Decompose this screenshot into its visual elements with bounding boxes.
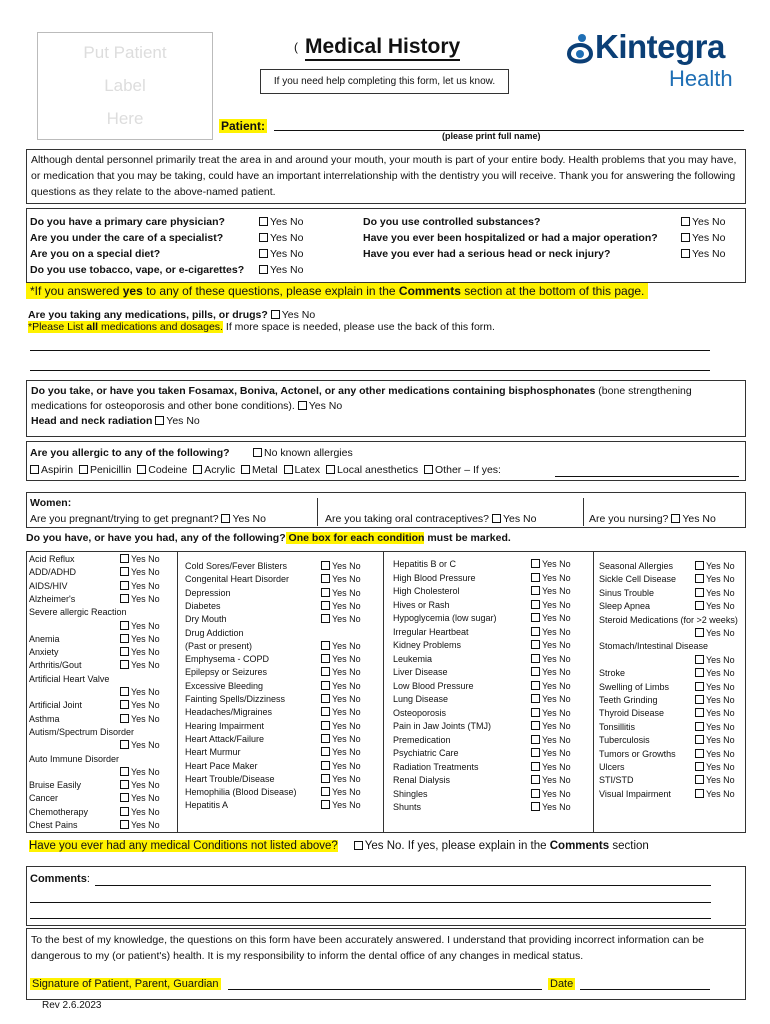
brand-subtitle: Health (669, 66, 733, 91)
condition-label: Low Blood Pressure (393, 680, 474, 691)
allergy-checkbox[interactable]: Other – If yes: (424, 464, 501, 476)
yes-no-checkbox[interactable]: Yes No (695, 735, 735, 745)
question-pcp: Do you have a primary care physician? (30, 216, 225, 228)
comments-label: Comments (30, 873, 87, 885)
other-allergy-line[interactable] (555, 476, 739, 477)
brand-name: Kintegra (595, 28, 725, 65)
allergy-checkbox[interactable]: Local anesthetics (326, 464, 418, 476)
condition-label: Swelling of Limbs (599, 681, 670, 692)
condition-label: Heart Pace Maker (185, 760, 258, 771)
yes-no-checkbox[interactable]: Yes No (531, 775, 571, 785)
condition-label: Tuberculosis (599, 735, 650, 746)
yes-no-checkbox[interactable]: Yes No (321, 721, 361, 731)
condition-label: Radiation Treatments (393, 761, 479, 772)
patient-label: Patient: (221, 119, 266, 133)
yes-no-checkbox[interactable]: Yes No (120, 740, 160, 750)
yes-no-checkbox[interactable]: Yes No (321, 681, 361, 691)
meds-line[interactable] (30, 350, 710, 351)
condition-label: Tumors or Growths (599, 748, 676, 759)
yes-no-checkbox[interactable]: Yes No (120, 581, 160, 591)
condition-label: Kidney Problems (393, 640, 462, 650)
question-tobacco: Do you use tobacco, vape, or e-cigarettes? (30, 264, 245, 276)
condition-label: Hearing Impairment (185, 720, 265, 731)
yes-no-checkbox[interactable]: Yes No (120, 714, 160, 724)
intro-text: Although dental personnel primarily treat the area in and around your mouth, your mouth is part of your entire body. Health problems that you may have, or medication that you may be taking, could have an important interrelationship with the dentistry you will receive. Thank you for answering the following questions as they relate to the above-named patient. (26, 149, 746, 204)
question-controlled: Do you use controlled substances? (363, 216, 541, 228)
yes-no-checkbox[interactable]: Yes No (531, 654, 571, 664)
condition-label: Heart Attack/Failure (185, 733, 265, 744)
condition-label: Anemia (29, 633, 60, 644)
allergy-checkbox[interactable]: Penicillin (79, 464, 131, 476)
print-note: (please print full name) (442, 131, 541, 141)
yes-no-checkbox[interactable]: Yes No (531, 802, 571, 812)
condition-label: ADD/ADHD (29, 567, 77, 578)
condition-label: Auto Immune Disorder (29, 753, 120, 764)
bisphosphonates-section: Do you take, or have you taken Fosamax, Boniva, Actonel, or any other medications containing bisphosphonates (bone strengthening medications for osteoporosis and other bone conditions). Yes No Head and neck radiation Yes No (26, 380, 746, 437)
not-listed-question: Have you ever had any medical Conditions not listed above? Yes No. If yes, please explain in the Comments section (29, 840, 649, 852)
yes-no-checkbox[interactable]: Yes No (531, 613, 571, 623)
question-hospitalized: Have you ever been hospitalized or had a major operation? (363, 232, 658, 244)
condition-label: Fainting Spells/Dizziness (185, 694, 286, 704)
yes-no-checkbox[interactable]: Yes No (531, 762, 571, 772)
yes-no-checkbox[interactable]: Yes No (321, 800, 361, 810)
yes-no-checkbox[interactable]: Yes No (531, 573, 571, 583)
yes-no-checkbox[interactable]: Yes No (321, 707, 361, 717)
date-line[interactable] (580, 989, 710, 990)
yes-no-checkbox[interactable]: Yes No (695, 775, 735, 785)
condition-label: Depression (185, 587, 231, 598)
condition-label: Hepatitis B or C (393, 559, 457, 569)
yes-no-checkbox[interactable]: Yes No (695, 628, 735, 638)
revision: Rev 2.6.2023 (42, 1000, 102, 1011)
meds-list-note: *Please List all medications and dosages. If more space is needed, please use the back of this form. (28, 321, 495, 333)
yes-no-checkbox[interactable]: Yes No (321, 761, 361, 771)
date-label: Date (550, 978, 574, 990)
signature-label: Signature of Patient, Parent, Guardian (32, 978, 219, 990)
yes-no-checkbox[interactable] (298, 401, 307, 410)
yes-no-checkbox[interactable]: Yes No (695, 574, 735, 584)
yes-no-checkbox[interactable]: Yes No (695, 561, 735, 571)
yes-no-checkbox[interactable]: Yes No (321, 561, 361, 571)
condition-label: (Past or present) (185, 640, 253, 651)
yes-no-checkbox[interactable] (221, 514, 230, 523)
condition-label: Osteoporosis (393, 707, 447, 718)
condition-label: Cancer (29, 793, 59, 804)
yes-no-checkbox[interactable]: Yes No (321, 734, 361, 744)
condition-label: Shunts (393, 802, 422, 812)
condition-label: Hypoglycemia (low sugar) (393, 613, 497, 623)
condition-label: Premedication (393, 734, 451, 745)
divider (583, 498, 584, 526)
allergy-checkbox[interactable]: Latex (284, 464, 321, 476)
condition-label: Hemophilia (Blood Disease) (185, 787, 297, 798)
allergy-checkbox[interactable]: Codeine (137, 464, 187, 476)
yes-no-checkbox[interactable]: Yes No (259, 264, 303, 276)
yes-no-checkbox[interactable]: Yes No (695, 668, 735, 678)
comments-line[interactable] (30, 902, 711, 903)
yes-no-checkbox[interactable]: Yes No (321, 747, 361, 757)
question-head-injury: Have you ever had a serious head or neck injury? (363, 248, 611, 260)
condition-label: Sickle Cell Disease (599, 574, 677, 585)
conditions-section (26, 551, 746, 833)
yes-no-checkbox[interactable]: Yes No (120, 820, 160, 830)
condition-label: Psychiatric Care (393, 748, 459, 758)
condition-label: Pain in Jaw Joints (TMJ) (393, 721, 492, 731)
yes-no-checkbox[interactable]: Yes No (321, 667, 361, 677)
condition-label: Leukemia (393, 653, 433, 664)
allergy-checkbox[interactable]: Aspirin (30, 464, 73, 476)
yes-no-checkbox[interactable]: Yes No (681, 216, 725, 228)
yes-no-checkbox[interactable]: Yes No (120, 594, 160, 604)
condition-label: High Blood Pressure (393, 572, 476, 583)
condition-label: Heart Murmur (185, 747, 241, 758)
yes-no-checkbox[interactable]: Yes No (120, 634, 160, 644)
signature-line[interactable] (228, 989, 542, 990)
condition-label: Alzheimer's (29, 593, 76, 604)
condition-label: Epilepsy or Seizures (185, 667, 268, 678)
condition-label: Hepatitis A (185, 800, 229, 811)
condition-label: Liver Disease (393, 667, 448, 677)
condition-label: Asthma (29, 713, 60, 724)
allergy-options (30, 464, 501, 476)
allergy-checkbox[interactable]: Acrylic (193, 464, 235, 476)
yes-no-checkbox[interactable]: Yes No (695, 682, 735, 692)
yes-no-checkbox[interactable]: Yes No (531, 586, 571, 596)
condition-label: Autism/Spectrum Disorder (29, 726, 135, 737)
condition-label: Congenital Heart Disorder (185, 574, 290, 585)
yes-no-checkbox[interactable]: Yes No (120, 793, 160, 803)
questions-section (26, 208, 746, 283)
yes-no-checkbox[interactable]: Yes No (120, 767, 160, 777)
condition-label: STI/STD (599, 775, 634, 786)
condition-label: Emphysema - COPD (185, 654, 270, 665)
meds-line[interactable] (30, 370, 710, 371)
women-section: Women: Are you pregnant/trying to get pregnant? Yes No Are you taking oral contraceptives? Yes No Are you nursing? Yes No (26, 492, 746, 528)
yes-no-checkbox[interactable]: Yes No (321, 574, 361, 584)
yes-no-checkbox[interactable]: Yes No (259, 232, 303, 244)
condition-label: Artificial Heart Valve (29, 673, 110, 684)
condition-label: Acid Reflux (29, 554, 75, 564)
condition-label: Headaches/Migraines (185, 707, 273, 718)
nursing-question: Are you nursing? Yes No (589, 513, 716, 525)
condition-label: Arthritis/Gout (29, 660, 82, 671)
comments-section: Comments: (26, 866, 746, 926)
conditions-heading: Do you have, or have you had, any of the following? One box for each condition must be marked. (26, 532, 511, 544)
yes-no-checkbox[interactable]: Yes No (321, 588, 361, 598)
condition-label: Heart Trouble/Disease (185, 773, 275, 784)
yes-no-checkbox[interactable] (354, 841, 363, 850)
condition-label: Chest Pains (29, 820, 78, 830)
condition-label: Diabetes (185, 600, 221, 611)
consent-statement: To the best of my knowledge, the questions on this form have been accurately answered. I understand that providing incorrect information can be dangerous to my (or patient's) health. It is my responsibility to inform the dental office of any changes in medical status. (26, 928, 746, 1000)
yes-no-checkbox[interactable]: Yes No (120, 780, 160, 790)
yes-no-checkbox[interactable]: Yes No (120, 567, 160, 577)
label-line: Put Patient (83, 43, 167, 62)
condition-label: Steroid Medications (for >2 weeks) (599, 614, 738, 625)
yes-no-checkbox[interactable]: Yes No (120, 807, 160, 817)
condition-label: Irregular Heartbeat (393, 626, 469, 637)
yes-no-checkbox[interactable]: Yes No (321, 641, 361, 651)
meds-question: Are you taking any medications, pills, or drugs? Yes No (28, 309, 316, 321)
divider (317, 498, 318, 526)
condition-label: AIDS/HIV (29, 580, 68, 591)
condition-label: Dry Mouth (185, 614, 227, 625)
yes-no-checkbox[interactable]: Yes No (695, 601, 735, 611)
condition-label: Stroke (599, 668, 626, 679)
yes-no-checkbox[interactable]: Yes No (695, 789, 735, 799)
label-line: Label (104, 76, 146, 95)
question-specialist: Are you under the care of a specialist? (30, 232, 224, 244)
yes-no-checkbox[interactable]: Yes No (695, 588, 735, 598)
allergies-section: Are you allergic to any of the following? No known allergies Aspirin Penicillin Codeine Acrylic Metal Latex Local anesthetics Other – If yes: (26, 441, 746, 481)
no-known-allergies-checkbox[interactable]: No known allergies (253, 447, 353, 459)
condition-label: Sleep Apnea (599, 601, 651, 612)
yes-no-checkbox[interactable]: Yes No (531, 694, 571, 704)
yes-no-checkbox[interactable]: Yes No (321, 694, 361, 704)
yes-no-checkbox[interactable]: Yes No (531, 640, 571, 650)
yes-no-checkbox[interactable]: Yes No (531, 748, 571, 758)
comments-line[interactable] (30, 918, 711, 919)
condition-label: Anxiety (29, 647, 59, 658)
yes-no-checkbox[interactable]: Yes No (120, 647, 160, 657)
condition-label: Artificial Joint (29, 700, 83, 711)
yes-no-checkbox[interactable]: Yes No (695, 695, 735, 705)
label-line: Here (106, 109, 144, 128)
yes-no-checkbox[interactable]: Yes No (120, 660, 160, 670)
condition-label: Lung Disease (393, 694, 449, 704)
yes-no-checkbox[interactable]: Yes No (695, 762, 735, 772)
condition-label: Seasonal Allergies (599, 561, 674, 571)
yes-no-checkbox[interactable] (492, 514, 501, 523)
title-paren: ( (294, 40, 298, 54)
condition-label: Bruise Easily (29, 780, 82, 791)
condition-label: Shingles (393, 788, 428, 799)
condition-label: Tonsillitis (599, 721, 636, 732)
allergy-checkbox[interactable]: Metal (241, 464, 278, 476)
yes-no-checkbox[interactable] (271, 310, 280, 319)
yes-no-checkbox[interactable]: Yes No (321, 601, 361, 611)
answered-yes-note: *If you answered yes to any of these questions, please explain in the Comments section at the bottom of this page. (26, 283, 648, 299)
condition-label: Teeth Grinding (599, 695, 658, 705)
question-diet: Are you on a special diet? (30, 248, 161, 260)
condition-label: Severe allergic Reaction (29, 607, 127, 618)
yes-no-checkbox[interactable]: Yes No (321, 787, 361, 797)
yes-no-checkbox[interactable]: Yes No (695, 749, 735, 759)
help-note: If you need help completing this form, let us know. (260, 69, 509, 94)
condition-label: Thyroid Disease (599, 708, 665, 719)
yes-no-checkbox[interactable]: Yes No (321, 614, 361, 624)
condition-label: Visual Impairment (599, 788, 671, 799)
yes-no-checkbox[interactable]: Yes No (531, 708, 571, 718)
yes-no-checkbox[interactable]: Yes No (681, 232, 725, 244)
patient-label-area (37, 32, 213, 140)
condition-label: Renal Dialysis (393, 775, 451, 785)
condition-label: Ulcers (599, 762, 625, 772)
yes-no-checkbox[interactable]: Yes No (695, 722, 735, 732)
yes-no-checkbox[interactable]: Yes No (120, 700, 160, 710)
yes-no-checkbox[interactable]: Yes No (321, 654, 361, 664)
yes-no-checkbox[interactable]: Yes No (120, 621, 160, 631)
condition-label: Hives or Rash (393, 599, 450, 610)
yes-no-checkbox[interactable]: Yes No (531, 681, 571, 691)
yes-no-checkbox[interactable]: Yes No (259, 216, 303, 228)
condition-label: Cold Sores/Fever Blisters (185, 561, 288, 571)
yes-no-checkbox[interactable]: Yes No (681, 248, 725, 260)
yes-no-checkbox[interactable]: Yes No (120, 687, 160, 697)
contraceptive-question: Are you taking oral contraceptives? Yes No (325, 513, 537, 525)
condition-label: High Cholesterol (393, 586, 460, 596)
yes-no-checkbox[interactable]: Yes No (120, 554, 160, 564)
yes-no-checkbox[interactable]: Yes No (695, 655, 735, 665)
yes-no-checkbox[interactable]: Yes No (695, 708, 735, 718)
pregnant-question: Are you pregnant/trying to get pregnant? Yes No (30, 513, 266, 525)
yes-no-checkbox[interactable]: Yes No (321, 774, 361, 784)
yes-no-checkbox[interactable]: Yes No (531, 667, 571, 677)
yes-no-checkbox[interactable]: Yes No (531, 789, 571, 799)
condition-label: Stomach/Intestinal Disease (599, 641, 709, 652)
comments-line[interactable] (95, 885, 711, 886)
yes-no-checkbox[interactable] (155, 416, 164, 425)
yes-no-checkbox[interactable]: Yes No (531, 721, 571, 731)
yes-no-checkbox[interactable]: Yes No (531, 559, 571, 569)
yes-no-checkbox[interactable]: Yes No (259, 248, 303, 260)
yes-no-checkbox[interactable]: Yes No (531, 735, 571, 745)
condition-label: Drug Addiction (185, 627, 244, 638)
condition-label: Chemotherapy (29, 806, 89, 817)
condition-label: Sinus Trouble (599, 587, 655, 598)
yes-no-checkbox[interactable]: Yes No (531, 600, 571, 610)
page-title: Medical History (305, 34, 460, 61)
kintegra-people-icon (565, 32, 595, 68)
yes-no-checkbox[interactable] (671, 514, 680, 523)
yes-no-checkbox[interactable]: Yes No (531, 627, 571, 637)
kintegra-logo (565, 28, 745, 98)
condition-label: Excessive Bleeding (185, 680, 264, 691)
